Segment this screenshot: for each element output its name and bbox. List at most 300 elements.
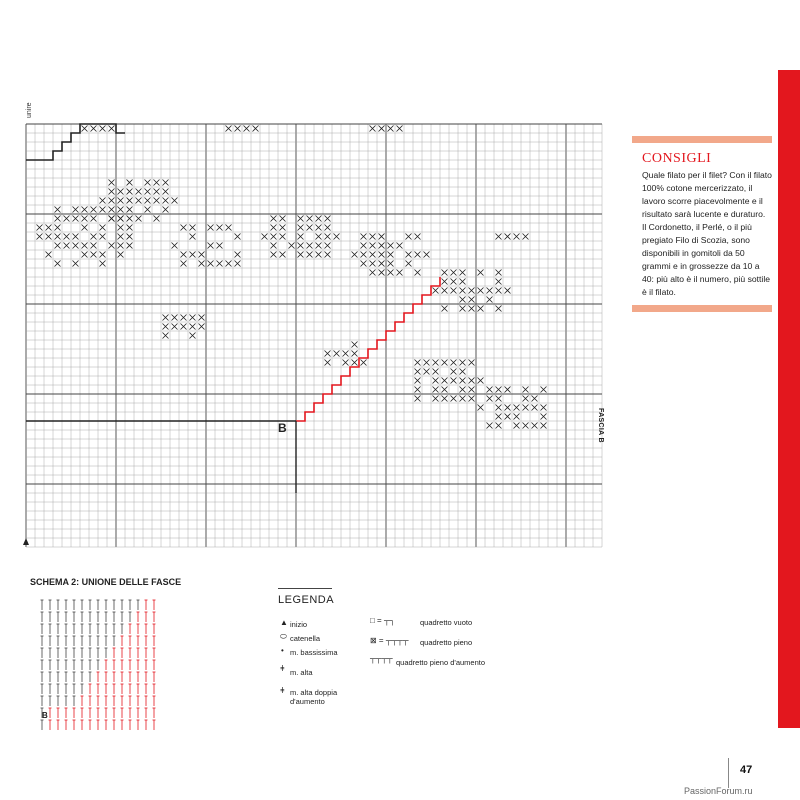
filled-square: [91, 234, 97, 240]
filled-square: [199, 324, 205, 330]
filled-square: [118, 198, 124, 204]
filled-square: [370, 252, 376, 258]
filled-square: [280, 216, 286, 222]
filled-square: [172, 324, 178, 330]
filled-square: [190, 252, 196, 258]
filled-square: [163, 207, 169, 213]
filled-square: [91, 126, 97, 132]
filled-square: [55, 261, 61, 267]
filled-square: [127, 234, 133, 240]
filled-square: [190, 333, 196, 339]
filled-square: [64, 216, 70, 222]
filled-square: [361, 261, 367, 267]
filled-square: [487, 396, 493, 402]
filled-square: [217, 243, 223, 249]
filled-square: [46, 252, 52, 258]
filled-square: [172, 198, 178, 204]
filled-square: [307, 252, 313, 258]
filled-square: [469, 297, 475, 303]
tips-text: [642, 169, 772, 299]
schema-title: SCHEMA 2: UNIONE DELLE FASCE: [30, 577, 182, 587]
filled-square: [154, 189, 160, 195]
filled-square: [496, 234, 502, 240]
filled-square: [55, 216, 61, 222]
filled-square: [163, 189, 169, 195]
filled-square: [325, 252, 331, 258]
filled-square: [307, 243, 313, 249]
filled-square: [478, 306, 484, 312]
filled-square: [397, 243, 403, 249]
filled-square: [541, 423, 547, 429]
filled-square: [280, 225, 286, 231]
filled-square: [532, 396, 538, 402]
filled-square: [109, 243, 115, 249]
tips-top-rule: [632, 136, 772, 143]
filled-square: [298, 243, 304, 249]
filled-square: [208, 261, 214, 267]
filled-square: [370, 261, 376, 267]
filled-square: [514, 414, 520, 420]
filled-square: [361, 234, 367, 240]
filled-square: [109, 180, 115, 186]
filled-square: [469, 396, 475, 402]
filled-square: [73, 234, 79, 240]
page-side-bar: [778, 70, 800, 728]
filled-square: [208, 243, 214, 249]
filled-square: [73, 216, 79, 222]
filled-square: [100, 234, 106, 240]
page-number: 47: [740, 764, 753, 776]
filled-square: [343, 351, 349, 357]
filled-square: [172, 315, 178, 321]
filled-square: [316, 225, 322, 231]
filled-square: [82, 243, 88, 249]
filled-square: [433, 396, 439, 402]
filled-square: [244, 126, 250, 132]
filled-square: [397, 270, 403, 276]
filled-square: [532, 405, 538, 411]
filled-square: [388, 261, 394, 267]
filled-square: [496, 288, 502, 294]
filled-square: [478, 405, 484, 411]
filled-square: [253, 126, 259, 132]
filled-square: [460, 270, 466, 276]
unire-label: unire: [26, 102, 33, 118]
filled-square: [352, 360, 358, 366]
filled-square: [487, 297, 493, 303]
legend-item-double-crochet: m. alta: [290, 668, 313, 677]
filled-square: [487, 423, 493, 429]
filled-square: [136, 198, 142, 204]
filled-square: [541, 405, 547, 411]
filled-square: [154, 216, 160, 222]
filled-square: [469, 360, 475, 366]
filled-square: [460, 306, 466, 312]
filled-square: [388, 126, 394, 132]
filled-square: [325, 243, 331, 249]
filled-square: [415, 270, 421, 276]
filled-square: [73, 243, 79, 249]
filled-square: [316, 243, 322, 249]
filled-square: [217, 261, 223, 267]
filled-square: [505, 234, 511, 240]
filled-square: [370, 234, 376, 240]
filled-square: [415, 234, 421, 240]
filled-square: [505, 414, 511, 420]
filled-square: [64, 234, 70, 240]
filled-square: [505, 288, 511, 294]
filled-square: [325, 225, 331, 231]
filled-square: [541, 414, 547, 420]
filled-square: [424, 252, 430, 258]
filled-square: [496, 279, 502, 285]
filled-square: [352, 342, 358, 348]
filled-square: [145, 180, 151, 186]
filled-square: [181, 252, 187, 258]
filled-square: [235, 252, 241, 258]
filled-square: [127, 225, 133, 231]
filled-square: [442, 378, 448, 384]
legend-item-increase-treble: m. alta doppia d'aumento: [290, 688, 338, 706]
filled-square: [55, 207, 61, 213]
filled-square: [181, 225, 187, 231]
filled-square: [316, 252, 322, 258]
legend-increase-square: quadretto pieno d'aumento: [396, 658, 486, 667]
filled-square: [109, 198, 115, 204]
filled-square: [379, 234, 385, 240]
filled-square: [451, 378, 457, 384]
filled-square: [460, 288, 466, 294]
fascia-b-label: FASCIA B: [597, 408, 604, 443]
filled-square: [325, 351, 331, 357]
filled-square: [460, 279, 466, 285]
filled-square: [118, 216, 124, 222]
filled-square: [433, 378, 439, 384]
filled-square: [424, 360, 430, 366]
filled-square: [190, 234, 196, 240]
filled-square: [514, 423, 520, 429]
filled-square: [136, 216, 142, 222]
filled-square: [379, 243, 385, 249]
filled-square: [415, 360, 421, 366]
filled-square: [262, 234, 268, 240]
increase-treble-icon: ǂ: [280, 686, 285, 695]
double-crochet-icon: ǂ: [280, 664, 285, 673]
filled-square: [181, 324, 187, 330]
legend-item-chain: catenella: [290, 634, 321, 643]
filled-square: [379, 261, 385, 267]
filled-square: [82, 207, 88, 213]
filled-square: [100, 207, 106, 213]
empty-square-icon: □ = ┬┐: [370, 616, 396, 625]
filled-square: [406, 252, 412, 258]
legend-rule: [278, 588, 332, 589]
filled-square: [109, 216, 115, 222]
filled-square: [172, 243, 178, 249]
filled-square: [91, 216, 97, 222]
tips-title: CONSIGLI: [642, 151, 712, 166]
filled-square: [496, 396, 502, 402]
filled-square: [541, 387, 547, 393]
filled-square: [82, 126, 88, 132]
filled-square: [82, 225, 88, 231]
filled-square: [460, 360, 466, 366]
filled-square: [82, 252, 88, 258]
filled-square: [298, 252, 304, 258]
filled-square: [370, 243, 376, 249]
slip-stitch-icon: •: [281, 646, 284, 655]
filled-square: [226, 225, 232, 231]
filled-square: [352, 252, 358, 258]
filled-square: [496, 423, 502, 429]
filled-square: [442, 279, 448, 285]
start-marker-b: B: [278, 421, 287, 435]
filled-square: [280, 234, 286, 240]
filled-square: [46, 225, 52, 231]
filled-square: [91, 207, 97, 213]
filled-square: [406, 261, 412, 267]
filled-square: [163, 333, 169, 339]
legend-filled-square: quadretto pieno: [420, 638, 473, 647]
filled-square: [496, 306, 502, 312]
filled-square: [487, 288, 493, 294]
filled-square: [397, 126, 403, 132]
filled-square: [118, 243, 124, 249]
filled-square: [316, 234, 322, 240]
filled-square: [433, 387, 439, 393]
filled-square: [334, 234, 340, 240]
filled-square: [217, 225, 223, 231]
filled-square: [127, 207, 133, 213]
filled-square: [406, 234, 412, 240]
filled-square: [478, 288, 484, 294]
filled-square: [118, 252, 124, 258]
filled-square: [523, 387, 529, 393]
filled-square: [37, 225, 43, 231]
filled-square: [496, 270, 502, 276]
filled-square: [127, 180, 133, 186]
filled-square: [415, 369, 421, 375]
filled-square: [514, 234, 520, 240]
filled-square: [109, 207, 115, 213]
filled-square: [181, 315, 187, 321]
filled-square: [415, 252, 421, 258]
filled-square: [109, 189, 115, 195]
filled-square: [361, 243, 367, 249]
filled-square: [118, 207, 124, 213]
filled-square: [370, 126, 376, 132]
filled-square: [73, 261, 79, 267]
filled-square: [460, 387, 466, 393]
filled-square: [55, 234, 61, 240]
filled-square: [487, 387, 493, 393]
filled-square: [154, 198, 160, 204]
filled-square: [379, 270, 385, 276]
filled-square: [199, 315, 205, 321]
filled-square: [145, 207, 151, 213]
filled-square: [127, 216, 133, 222]
filled-square: [469, 378, 475, 384]
filled-square: [271, 216, 277, 222]
filled-square: [118, 225, 124, 231]
filled-square: [298, 216, 304, 222]
filled-square: [433, 360, 439, 366]
filled-square: [280, 252, 286, 258]
filled-square: [226, 126, 232, 132]
filled-square: [208, 225, 214, 231]
filled-square: [451, 270, 457, 276]
filled-square: [199, 261, 205, 267]
filled-square: [325, 216, 331, 222]
legend: [276, 588, 676, 718]
legend-empty-square: quadretto vuoto: [420, 618, 473, 627]
filled-square: [433, 288, 439, 294]
watermark: PassionForum.ru: [684, 786, 753, 796]
filled-square: [469, 306, 475, 312]
filled-square: [496, 387, 502, 393]
increase-square-icon: ┬┬┬┬: [370, 654, 393, 663]
filled-square: [469, 387, 475, 393]
filled-square: [100, 126, 106, 132]
filled-square: [451, 396, 457, 402]
filled-square: [145, 198, 151, 204]
filled-square: [469, 288, 475, 294]
tips-bottom-rule: [632, 305, 772, 312]
filled-square: [460, 378, 466, 384]
filled-square: [235, 126, 241, 132]
filled-square: [451, 369, 457, 375]
filled-square: [271, 252, 277, 258]
filled-square: [226, 261, 232, 267]
filled-square: [415, 387, 421, 393]
filled-square: [163, 324, 169, 330]
filled-square: [361, 360, 367, 366]
filled-square: [55, 225, 61, 231]
filled-square: [523, 234, 529, 240]
filled-square: [55, 243, 61, 249]
chain-icon: ⬭: [280, 632, 287, 641]
filled-square: [451, 288, 457, 294]
start-arrow-icon: [23, 538, 29, 545]
filled-square: [127, 198, 133, 204]
filled-square: [496, 405, 502, 411]
filled-square: [379, 126, 385, 132]
filled-square: [460, 369, 466, 375]
filled-square: [451, 360, 457, 366]
filled-square: [460, 396, 466, 402]
filled-square: [145, 189, 151, 195]
filled-square: [118, 189, 124, 195]
filled-square: [154, 180, 160, 186]
filled-square: [433, 369, 439, 375]
filled-square: [505, 405, 511, 411]
schema-marker-b: B: [42, 711, 48, 720]
filled-square: [37, 234, 43, 240]
filled-square: [136, 189, 142, 195]
filled-square: [505, 387, 511, 393]
filled-square: [100, 225, 106, 231]
filled-square: [496, 414, 502, 420]
filled-square: [307, 216, 313, 222]
filled-square: [271, 234, 277, 240]
filled-square-icon: ⊠ = ┬┬┬┬: [370, 636, 409, 645]
start-arrow-icon: ▲: [280, 618, 288, 627]
filled-square: [109, 126, 115, 132]
tips-paragraph-2: Il Cordonetto, il Perlé, o il più pregiato Filo di Scozia, sono disponibili in gomitoli da 50 grammi e in grossezze da 10 a 40: più alto è il numero, più sottile è il filato.: [642, 222, 771, 297]
filled-square: [352, 351, 358, 357]
filled-square: [73, 207, 79, 213]
filled-square: [514, 405, 520, 411]
filled-square: [334, 351, 340, 357]
filled-square: [424, 369, 430, 375]
filled-square: [343, 360, 349, 366]
filled-square: [442, 270, 448, 276]
filled-square: [523, 405, 529, 411]
legend-title: LEGENDA: [278, 594, 335, 606]
schema-diagram: [30, 594, 170, 744]
filled-square: [100, 261, 106, 267]
filled-square: [190, 225, 196, 231]
filled-square: [523, 396, 529, 402]
filled-square: [82, 216, 88, 222]
filled-square: [388, 243, 394, 249]
filled-square: [289, 243, 295, 249]
filled-square: [388, 252, 394, 258]
filled-square: [163, 315, 169, 321]
filled-square: [235, 261, 241, 267]
filled-square: [388, 270, 394, 276]
filled-square: [523, 423, 529, 429]
filled-square: [325, 234, 331, 240]
filled-square: [298, 225, 304, 231]
filled-square: [379, 252, 385, 258]
filled-square: [118, 234, 124, 240]
filled-square: [100, 252, 106, 258]
filled-square: [370, 270, 376, 276]
filled-square: [442, 288, 448, 294]
filled-square: [442, 387, 448, 393]
filled-square: [442, 360, 448, 366]
filled-square: [127, 243, 133, 249]
filled-square: [478, 270, 484, 276]
legend-item-start: inizio: [290, 620, 308, 629]
filled-square: [271, 243, 277, 249]
filled-square: [46, 234, 52, 240]
filled-square: [451, 279, 457, 285]
filled-square: [190, 324, 196, 330]
filled-square: [271, 225, 277, 231]
filled-square: [190, 315, 196, 321]
filled-square: [307, 225, 313, 231]
filled-square: [415, 396, 421, 402]
filled-square: [316, 216, 322, 222]
filled-square: [100, 198, 106, 204]
page-number-rule: [728, 758, 729, 788]
tips-box: [632, 136, 772, 312]
filled-square: [199, 252, 205, 258]
filled-square: [325, 360, 331, 366]
filled-square: [442, 306, 448, 312]
filled-square: [64, 243, 70, 249]
legend-item-slip-stitch: m. bassissima: [290, 648, 338, 657]
filled-square: [181, 261, 187, 267]
filled-square: [163, 198, 169, 204]
filled-square: [460, 297, 466, 303]
filled-square: [298, 234, 304, 240]
filled-square: [361, 252, 367, 258]
filled-square: [478, 378, 484, 384]
filled-square: [235, 234, 241, 240]
